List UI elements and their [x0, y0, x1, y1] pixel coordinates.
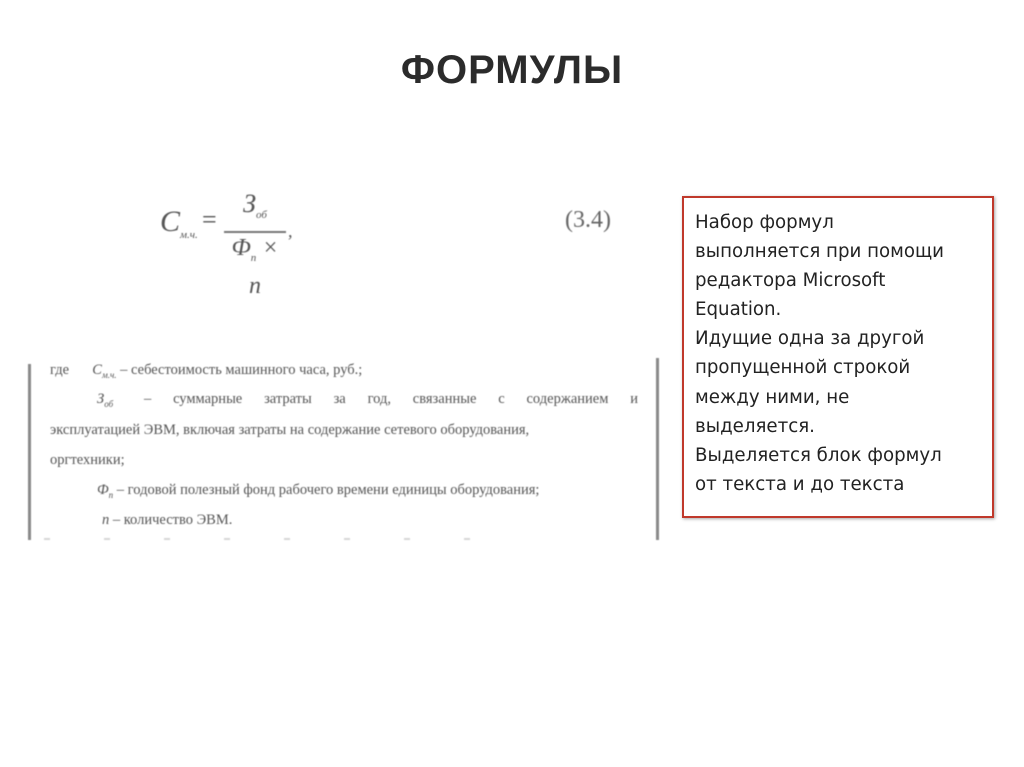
note-line: Идущие одна за другой [695, 328, 925, 350]
definition-line-4: оргтехники; [50, 452, 125, 468]
note-line: от текста и до текста [695, 473, 905, 495]
right-rule [656, 358, 659, 540]
note-line: редактора Microsoft [695, 270, 886, 292]
note-line: Equation. [695, 299, 782, 321]
definition-line-6: n – количество ЭВМ. [102, 512, 233, 528]
formula-number: (3.4) [565, 207, 611, 233]
note-line: выполняется при помощи [695, 241, 944, 263]
definition-line-1: где $С_{м.ч.}$ – себестоимость машинного часа, руб.; [50, 362, 363, 380]
note-box [682, 196, 994, 518]
definition-line-2-symbol: $З_{об}$ [97, 391, 114, 409]
note-line: между ними, не [695, 386, 850, 408]
definitions-image [24, 356, 664, 542]
formula-equals: = [202, 205, 217, 234]
slide-title: ФОРМУЛЫ [400, 48, 624, 92]
note-line: пропущенной строкой [695, 357, 911, 379]
note-line: Набор формул [695, 212, 834, 233]
formula-lhs: $С_{м.ч.}$ [160, 205, 198, 241]
formula-denominator: $Ф_п \times n$ [231, 235, 279, 299]
left-rule [28, 364, 31, 540]
formula-fraction [224, 189, 286, 300]
definition-line-3: эксплуатацией ЭВМ, включая затраты на содержание сетевого оборудования, [50, 422, 530, 438]
definition-line-2: – суммарные затраты за год, связанные с содержанием и [144, 391, 638, 407]
note-line: выделяется. [695, 415, 815, 437]
definition-line-5: $Ф_п$ – годовой полезный фонд рабочего времени единицы оборудования; [97, 482, 540, 500]
formula-image [150, 185, 630, 299]
formula-comma: , [288, 221, 293, 241]
fraction-bar [224, 231, 286, 233]
note-line: Выделяется блок формул [695, 444, 942, 466]
cropped-text-remnant [44, 538, 514, 540]
formula-numerator: $З_{об}$ [243, 189, 267, 222]
